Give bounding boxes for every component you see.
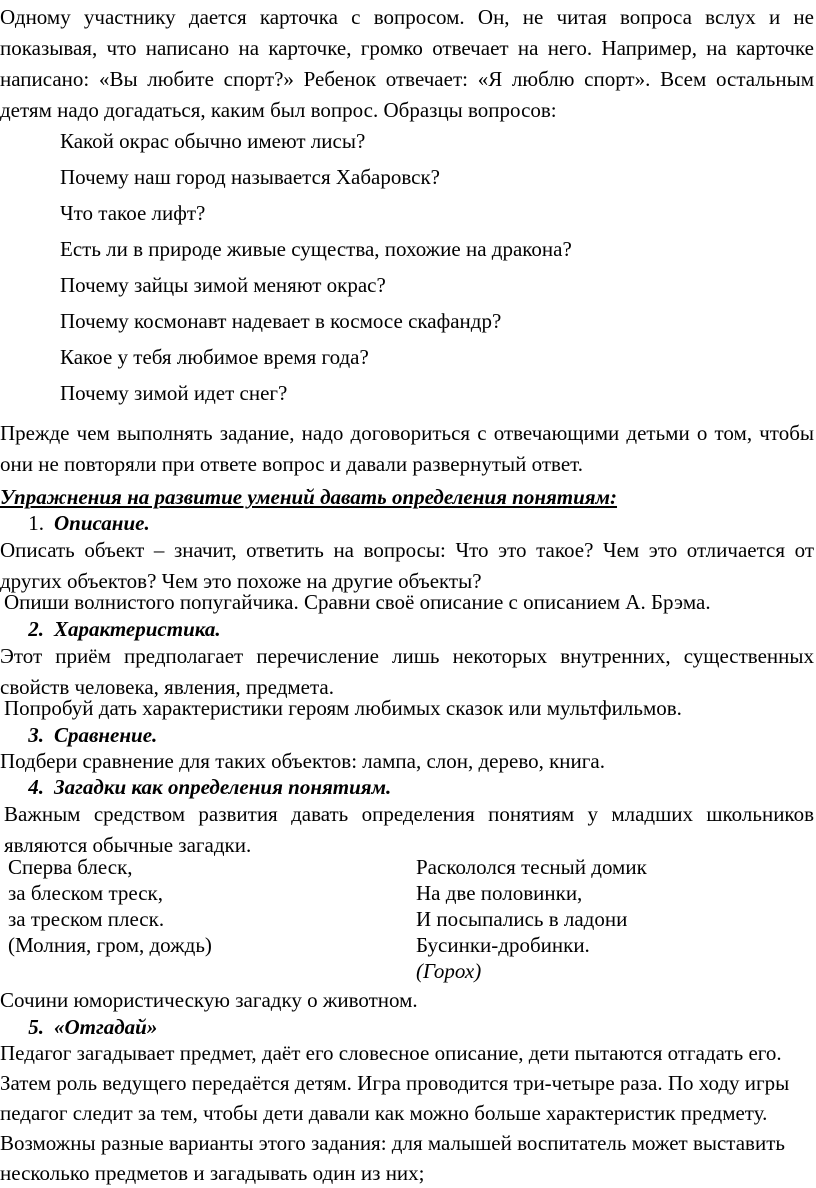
- exercise-task: Сочини юмористическую загадку о животном.: [0, 988, 418, 1012]
- exercise-text: Педагог загадывает предмет, даёт его словесное описание, дети пытаются отгадать его. Затем роль ведущего передаётся детям. Игра проводится три-четыре раза. По ходу игры педагог следит за тем, чтобы дети давали как можно больше характеристик предмету. Возможны разные варианты этого задания: для малышей воспитатель может выставить несколько предметов и загадывать один из них;: [0, 1041, 790, 1185]
- exercise-text: Этот приём предполагает перечисление лишь некоторых внутренних, существенных свойств человека, явления, предмета.: [0, 644, 814, 699]
- exercise-title: «Отгадай»: [54, 1015, 158, 1039]
- sample-question: Какой окрас обычно имеют лисы?: [60, 129, 366, 153]
- exercise-number: 5.: [28, 1015, 44, 1039]
- exercise-number: 3.: [28, 723, 44, 747]
- exercise-title: Описание.: [54, 511, 150, 535]
- sample-question: Что такое лифт?: [60, 201, 206, 225]
- exercise-number: 4.: [28, 775, 44, 799]
- riddle-line: Сперва блеск,: [8, 855, 133, 879]
- sample-question: Какое у тебя любимое время года?: [60, 345, 369, 369]
- sample-question: Почему наш город называется Хабаровск?: [60, 165, 440, 189]
- exercise-text: Подбери сравнение для таких объектов: лампа, слон, дерево, книга.: [0, 749, 605, 773]
- exercise-title: Загадки как определения понятиям.: [54, 775, 392, 799]
- exercise-task: Попробуй дать характеристики героям любимых сказок или мультфильмов.: [4, 696, 682, 720]
- riddle-answer: (Молния, гром, дождь): [8, 933, 212, 957]
- exercise-text: Важным средством развития давать определения понятиям у младших школьников являются обычные загадки.: [4, 802, 814, 857]
- exercise-title: Характеристика.: [54, 617, 221, 641]
- sample-question: Почему зайцы зимой меняют окрас?: [60, 273, 386, 297]
- exercise-text: Описать объект – значит, ответить на вопросы: Что это такое? Чем это отличается от других объектов? Чем это похоже на другие объекты?: [0, 538, 814, 593]
- riddle-line: за блеском треск,: [8, 881, 163, 905]
- exercise-number: 2.: [28, 617, 44, 641]
- intro-paragraph: Одному участнику дается карточка с вопросом. Он, не читая вопроса вслух и не показывая, что написано на карточке, громко отвечает на него. Например, на карточке написано: «Вы любите спорт?» Ребенок отвечает: «Я люблю спорт». Всем остальным детям надо догадаться, каким был вопрос. Образцы вопросов:: [0, 5, 814, 122]
- exercise-title: Сравнение.: [54, 723, 158, 747]
- riddle-line: На две половинки,: [416, 881, 583, 905]
- riddle-line: И посыпались в ладони: [416, 907, 628, 931]
- riddle-line: за треском плеск.: [8, 907, 165, 931]
- riddle-line: Бусинки-дробинки.: [416, 933, 590, 957]
- sample-question: Почему зимой идет снег?: [60, 381, 288, 405]
- exercise-task: Опиши волнистого попугайчика. Сравни своё описание с описанием А. Брэма.: [4, 590, 711, 614]
- riddle-answer: (Горох): [416, 959, 482, 983]
- sample-question: Есть ли в природе живые существа, похожие на дракона?: [60, 237, 572, 261]
- exercise-number: 1.: [28, 511, 44, 535]
- note-paragraph: Прежде чем выполнять задание, надо договориться с отвечающими детьми о том, чтобы они не повторяли при ответе вопрос и давали развернутый ответ.: [0, 421, 814, 476]
- riddle-line: Раскололся тесный домик: [416, 855, 647, 879]
- section-title: Упражнения на развитие умений давать определения понятиям:: [0, 485, 618, 509]
- sample-question: Почему космонавт надевает в космосе скафандр?: [60, 309, 502, 333]
